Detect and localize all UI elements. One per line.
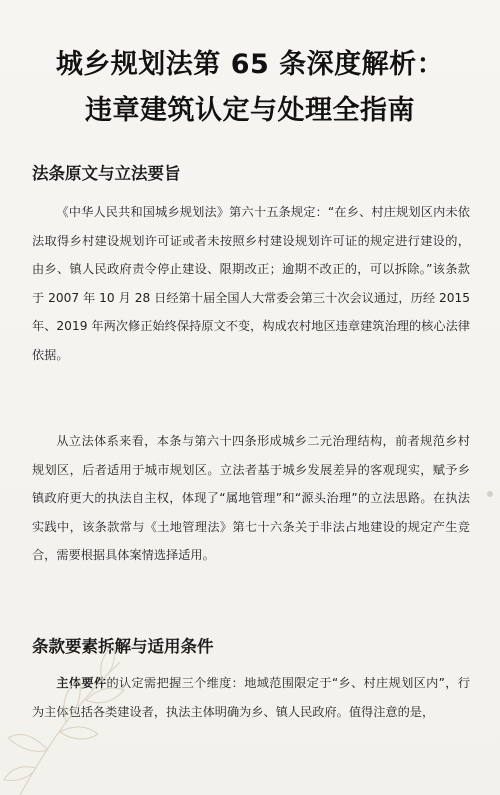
section-heading-original-text: 法条原文与立法要旨 bbox=[32, 164, 181, 183]
decorative-dot bbox=[487, 491, 493, 497]
paragraph-legislative-system: 从立法体系来看，本条与第六十四条形成城乡二元治理结构，前者规范乡村规划区，后者适用于城市规划区。立法者基于城乡发展差异的客观现实，赋予乡镇政府更大的执法自主权，体现了“属地管理”和“源头治理”的立法思路。在执法实践中，该条款常与《土地管理法》第七十六条关于非法占地建设的规定产生竞合，需要根据具体案情选择适用。 bbox=[32, 434, 470, 563]
section-heading-elements: 条款要素拆解与适用条件 bbox=[32, 637, 214, 656]
decorative-branch-icon bbox=[0, 600, 160, 795]
page-title bbox=[0, 42, 500, 134]
title-line-1: 城乡规划法第 65 条深度解析： bbox=[55, 49, 445, 80]
paragraph-article-text: 《中华人民共和国城乡规划法》第六十五条规定：“在乡、村庄规划区内未依法取得乡村建设规划许可证或者未按照乡村建设规划许可证的规定进行建设的，由乡、镇人民政府责令停止建设、限期改正；逾期不改正的，可以拆除。”该条款于 2007 年 10 月 28 日经第十届全国人大常委会第三十次会议通过，历经 2015 年、2019 年两次修正始终保持原文不变，构成农村地区违章建筑治理的核心法律依据。 bbox=[32, 205, 470, 362]
bold-lead-subject: 主体要件 bbox=[56, 676, 107, 690]
title-line-2: 违章建筑认定与处理全指南 bbox=[85, 95, 415, 126]
paragraph-subject-rest: 的认定需把握三个维度：地域范围限定于“乡、村庄规划区内”，行为主体包括各类建设者，执法主体明确为乡、镇人民政府。值得注意的是， bbox=[32, 676, 471, 719]
